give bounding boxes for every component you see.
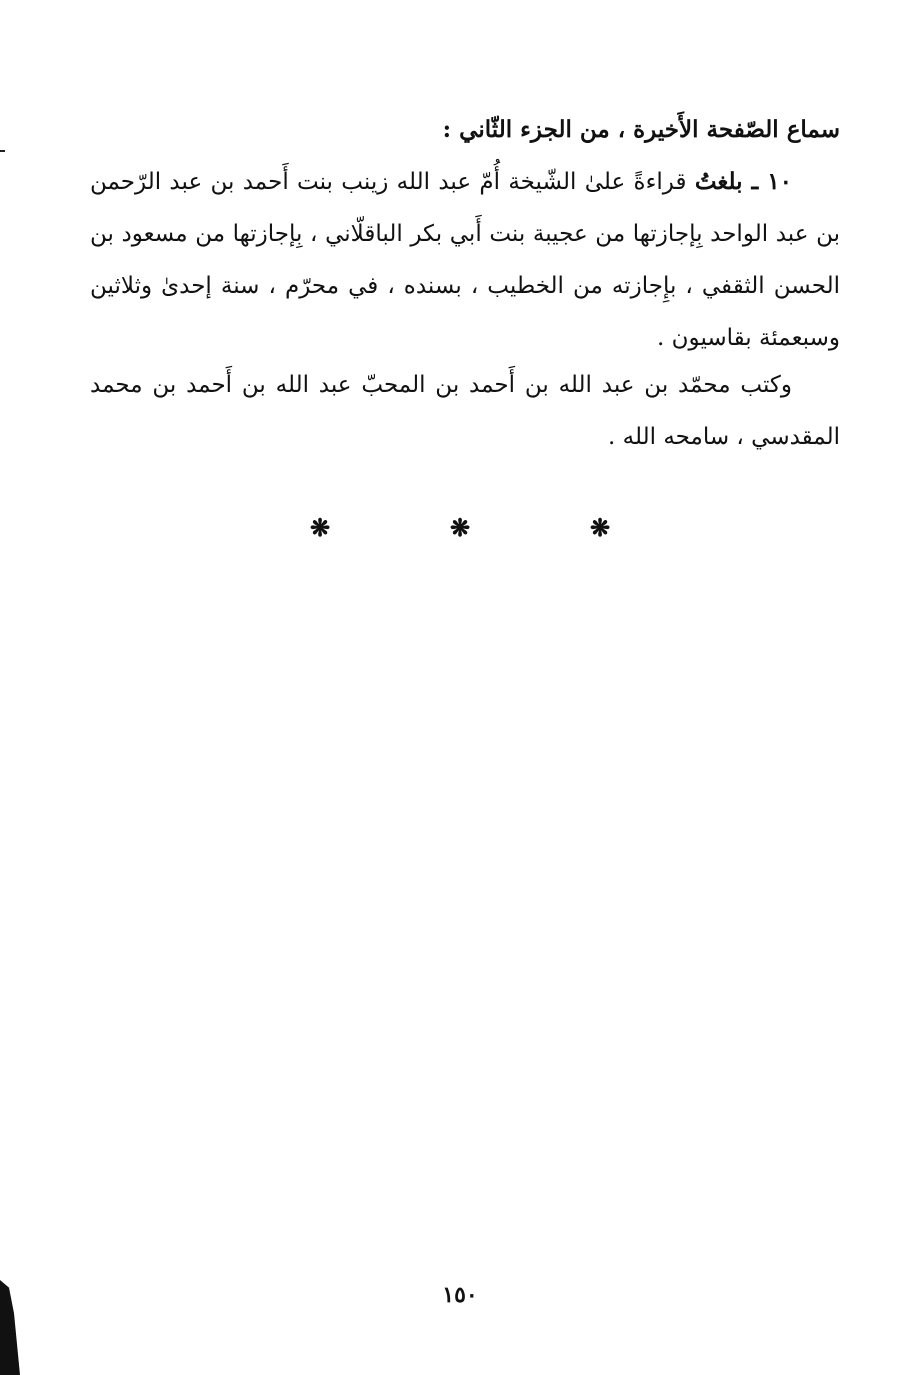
scan-edge-tick [0,150,5,152]
paragraph-body: قراءةً علىٰ الشّيخة أُمّ عبد الله زينب بنت أَحمد بن عبد الرّحمن بن عبد الواحد بِإجازتها من عجيبة بنت أَبي بكر الباقلّاني ، بِإجازتها من مسعود بن الحسن الثقفي ، بإِجازته من الخطيب ، بسنده ، في محرّم ، سنة إحدىٰ وثلاثين وسبعمئة بقاسيون . [90,169,840,351]
section-separator [300,508,620,548]
asterisk-ornament-icon: ❋ [309,513,331,542]
section-heading: سماع الصّفحة الأَخيرة ، من الجزء الثّاني : [442,116,840,143]
asterisk-ornament-icon: ❋ [589,513,611,542]
paragraph-number-lead: ١٠ ـ بلغتُ [694,168,793,195]
paragraph-scribe-note: وكتب محمّد بن عبد الله بن أَحمد بن المحبّ عبد الله بن أَحمد بن محمد المقدسي ، سامحه الله . [90,372,840,450]
page-number: ١٥٠ [442,1282,478,1308]
scan-edge-shadow [0,1280,20,1375]
asterisk-ornament-icon: ❋ [449,513,471,542]
paragraph-hearing-record [90,156,840,364]
